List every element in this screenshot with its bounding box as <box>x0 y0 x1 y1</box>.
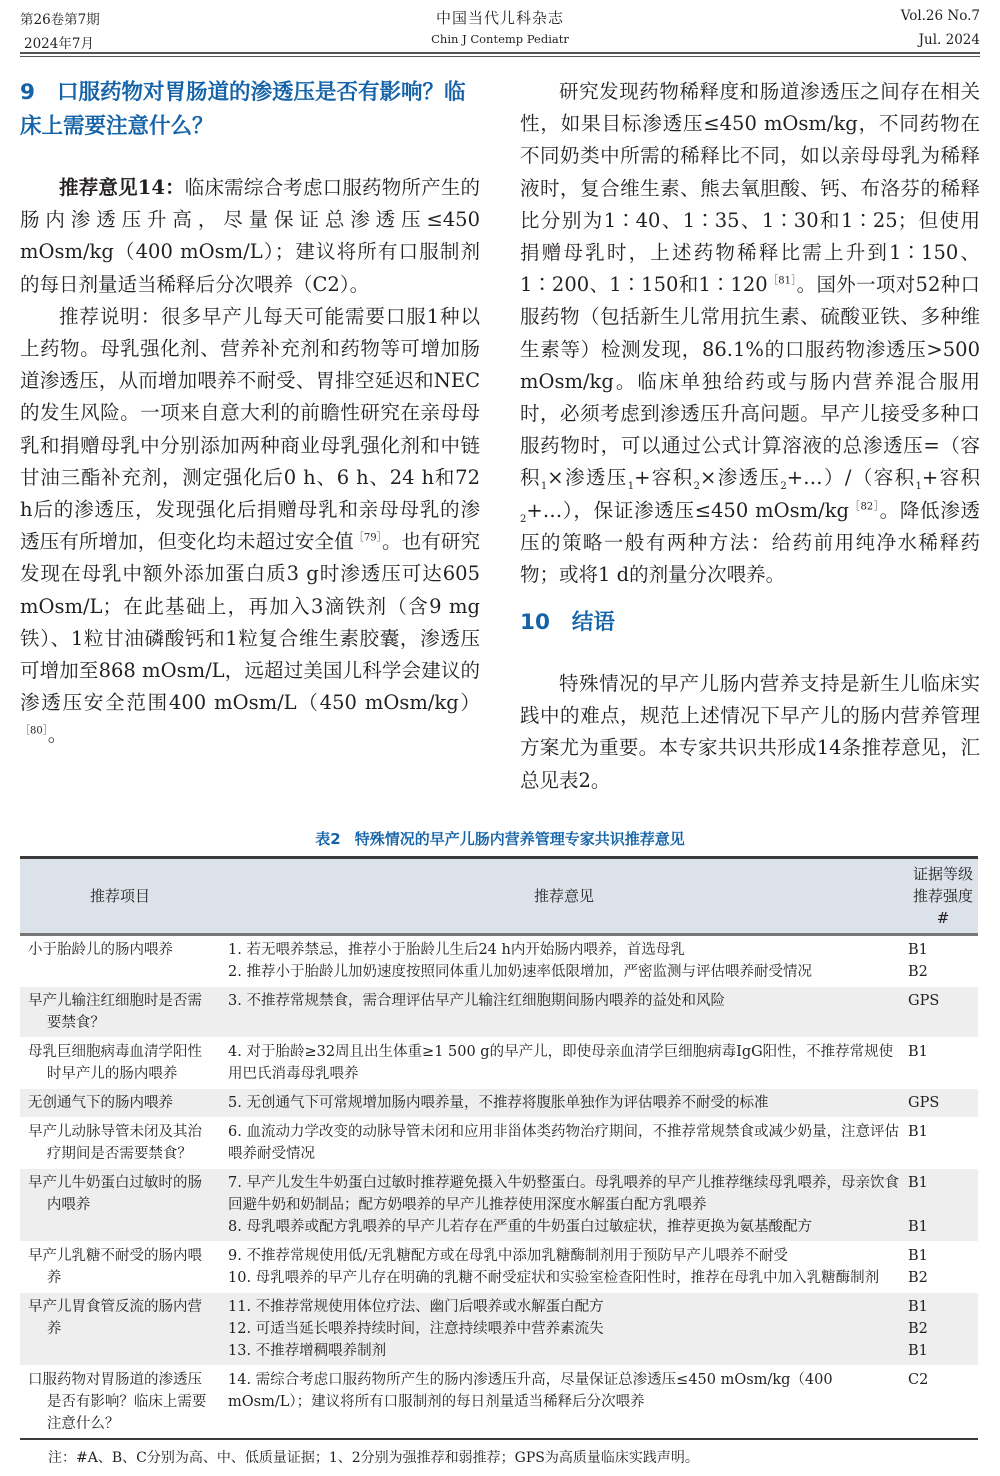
formula-text: +…）/（容积 <box>786 466 916 490</box>
grade-value: B1 <box>908 1124 928 1140</box>
table-caption <box>0 828 1000 849</box>
table-row <box>20 1366 978 1440</box>
grade-value: GPS <box>908 1095 940 1111</box>
recommendation-label: 推荐意见14： <box>59 176 185 199</box>
section-title: 口服药物对胃肠道的渗透压是否有影响？临床上需要注意什么？ <box>20 80 466 139</box>
item-text: 早产儿输注红细胞时是否需要禁食？ <box>28 993 202 1031</box>
subscript: 1 <box>915 481 922 493</box>
conclusion-paragraph: 特殊情况的早产儿肠内营养支持是新生儿临床实践中的难点，规范上述情况下早产儿的肠内营养管理方案尤为重要。本专家共识共形成14条推荐意见，汇总见表2。 <box>520 672 980 792</box>
formula-text: +容积 <box>634 466 694 490</box>
header-opinion: 推荐意见 <box>533 887 594 905</box>
opinion-text: 8. 母乳喂养或配方乳喂养的早产儿若存在严重的牛奶蛋白过敏症状，推荐更换为氨基酸配方 <box>228 1219 812 1235</box>
grade-value: B1 <box>908 1219 928 1235</box>
citation-81[interactable]: ［81］ <box>767 275 797 287</box>
recommendation-text: 临床需综合考虑口服药物所产生的肠内渗透压升高，尽量保证总渗透压≤450 mOsm/kg（400 mOsm/L）；建议将所有口服制剂的每日剂量适当稀释后分次喂养（C2）。 <box>20 176 480 296</box>
item-text: 无创通气下的肠内喂养 <box>28 1095 173 1111</box>
recommendation-opinions <box>220 1038 908 1089</box>
paragraph-text: 推荐说明：很多早产儿每天可能需要口服1种以上药物。母乳强化剂、营养补充剂和药物等可增加肠道渗透压，从而增加喂养不耐受、胃排空延迟和NEC的发生风险。一项来自意大利的前瞻性研究在亲母母乳和捐赠母乳中分别添加两种商业母乳强化剂和中链甘油三酯补充剂，测定强化后0 h、6 h、24 h和72 h后的渗透压，发现强化后捐赠母乳和亲母母乳的渗透压有所增加，但变化均未超过安全值 <box>20 304 480 554</box>
recommendation-item <box>20 1293 220 1366</box>
opinion-text: 13. 不推荐增稠喂养制剂 <box>228 1343 387 1359</box>
evidence-grade <box>908 1366 978 1440</box>
header-grade-line2: 推荐强度# <box>912 887 973 927</box>
grade-value: B2 <box>908 1270 928 1286</box>
table-row <box>20 1089 978 1118</box>
evidence-grade <box>908 1089 978 1118</box>
recommendation-opinions <box>220 1118 908 1169</box>
recommendation-opinions <box>220 1169 908 1242</box>
opinion-text: 2. 推荐小于胎龄儿加奶速度按照同体重儿加奶速率低限增加，严密监测与评估喂养耐受情况 <box>228 964 812 980</box>
opinion-text: 11. 不推荐常规使用体位疗法、幽门后喂养或水解蛋白配方 <box>228 1299 604 1315</box>
table-number: 表2 <box>315 830 341 848</box>
paragraph-text: 研究发现药物稀释度和肠道渗透压之间存在相关性，如果目标渗透压≤450 mOsm/kg，不同药物在不同奶类中所需的稀释比不同，如以亲母母乳为稀释液时，复合维生素、熊去氧胆酸、钙、布洛芬的稀释比分别为1∶40、1∶35、1∶30和1∶25；但使用捐赠母乳时，上述药物稀释比需上升到1∶150、1∶200、1∶150和1∶120 <box>520 80 980 297</box>
subscript: 1 <box>627 481 635 493</box>
evidence-grade <box>908 1293 978 1366</box>
section-title: 结语 <box>571 610 615 635</box>
recommendation-item <box>20 987 220 1038</box>
grade-value: GPS <box>908 993 940 1009</box>
header-grade-line1: 证据等级 <box>912 865 973 883</box>
citation-80[interactable]: ［80］ <box>20 725 48 737</box>
subscript: 2 <box>693 481 700 493</box>
date-cn: 2024年7月 <box>24 36 94 52</box>
opinion-text: 1. 若无喂养禁忌，推荐小于胎龄儿生后24 h内开始肠内喂养，首选母乳 <box>228 942 685 958</box>
opinion-text: 9. 不推荐常规使用低/无乳糖配方或在母乳中添加乳糖酶制剂用于预防早产儿喂养不耐受 <box>228 1248 788 1264</box>
citation-79[interactable]: ［79］ <box>353 532 382 544</box>
recommendations-table <box>20 856 978 1440</box>
section-9-heading <box>20 76 480 144</box>
paragraph-text: 。 <box>47 723 68 747</box>
table-body <box>20 935 978 1440</box>
formula-text: +容积 <box>921 466 980 490</box>
citation-82[interactable]: ［82］ <box>849 501 880 513</box>
section-number: 9 <box>20 80 35 105</box>
header-grade <box>908 858 978 935</box>
table-row <box>20 1242 978 1293</box>
evidence-grade <box>908 987 978 1038</box>
table-row <box>20 1293 978 1366</box>
table-row <box>20 987 978 1038</box>
evidence-grade <box>908 935 978 987</box>
running-header <box>20 0 980 56</box>
grade-value: B1 <box>908 1175 928 1191</box>
recommendation-item <box>20 935 220 987</box>
header-rule-thick <box>20 52 980 54</box>
paragraph-text: 。降低渗透压的策略一般有两种方法：给药前用纯净水稀释药物；或将1 d的剂量分次喂养。 <box>520 498 980 587</box>
recommendation-item <box>20 1242 220 1293</box>
table-title: 特殊情况的早产儿肠内营养管理专家共识推荐意见 <box>354 830 685 848</box>
recommendation-item <box>20 1366 220 1440</box>
table-header-row <box>20 858 978 935</box>
item-text: 母乳巨细胞病毒血清学阳性时早产儿的肠内喂养 <box>28 1044 202 1082</box>
recommendation-item <box>20 1089 220 1118</box>
evidence-grade <box>908 1038 978 1089</box>
grade-value: B1 <box>908 942 928 958</box>
journal-title-cn: 中国当代儿科杂志 <box>435 9 564 27</box>
header-rule-thin <box>20 56 980 57</box>
table-footnote: 注：#A、B、C分别为高、中、低质量证据；1、2分别为强推荐和弱推荐；GPS为高质量临床实践声明。 <box>48 1450 699 1466</box>
explanation-paragraph-1 <box>20 301 480 752</box>
grade-value: B1 <box>908 1248 928 1264</box>
formula-text: ×渗透压 <box>699 466 781 490</box>
header-item: 推荐项目 <box>89 887 150 905</box>
grade-value: B2 <box>908 1321 928 1337</box>
subscript: 1 <box>540 481 548 493</box>
grade-value: B1 <box>908 1044 928 1060</box>
grade-value: B1 <box>908 1343 928 1359</box>
recommendation-opinions <box>220 1293 908 1366</box>
item-text: 口服药物对胃肠道的渗透压是否有影响？临床上需要注意什么？ <box>28 1372 207 1432</box>
grade-value: B2 <box>908 964 928 980</box>
item-text: 早产儿胃食管反流的肠内营养 <box>28 1299 202 1337</box>
journal-title-en: Chin J Contemp Pediatr <box>431 32 569 46</box>
evidence-grade <box>908 1242 978 1293</box>
table-row <box>20 1038 978 1089</box>
recommendation-14 <box>20 172 480 301</box>
opinion-text: 3. 不推荐常规禁食，需合理评估早产儿输注红细胞期间肠内喂养的益处和风险 <box>228 993 725 1009</box>
table-row <box>20 1169 978 1242</box>
recommendation-item <box>20 1038 220 1089</box>
recommendation-item <box>20 1169 220 1242</box>
item-text: 早产儿牛奶蛋白过敏时的肠内喂养 <box>28 1175 202 1213</box>
grade-value: B1 <box>908 1299 928 1315</box>
section-number: 10 <box>520 610 550 635</box>
section-9-body <box>20 76 980 776</box>
recommendation-opinions <box>220 935 908 987</box>
recommendation-opinions <box>220 1242 908 1293</box>
explanation-paragraph-2 <box>520 76 980 591</box>
recommendation-opinions <box>220 987 908 1038</box>
opinion-text: 7. 早产儿发生牛奶蛋白过敏时推荐避免摄入牛奶整蛋白。母乳喂养的早产儿推荐继续母乳喂养，母亲饮食回避牛奶和奶制品；配方奶喂养的早产儿推荐使用深度水解蛋白配方乳喂养 <box>228 1175 899 1213</box>
recommendation-opinions <box>220 1089 908 1118</box>
item-text: 早产儿乳糖不耐受的肠内喂养 <box>28 1248 202 1286</box>
item-text: 小于胎龄儿的肠内喂养 <box>28 942 173 958</box>
date-en: Jul. 2024 <box>918 32 980 48</box>
paragraph-text: 。也有研究发现在母乳中额外添加蛋白质3 g时渗透压可达605 mOsm/L；在此基础上，再加入3滴铁剂（含9 mg铁）、1粒甘油磷酸钙和1粒复合维生素胶囊，渗透压可增加至868 mOsm/L，远超过美国儿科学会建议的渗透压安全范围400 mOsm/L（450 mOsm/kg） <box>20 530 480 715</box>
grade-value: C2 <box>908 1372 929 1388</box>
evidence-grade <box>908 1118 978 1169</box>
volume-issue-cn: 第26卷第7期 <box>20 12 100 28</box>
opinion-text: 5. 无创通气下可常规增加肠内喂养量，不推荐将腹胀单独作为评估喂养不耐受的标准 <box>228 1095 769 1111</box>
subscript: 2 <box>780 481 787 493</box>
recommendation-item <box>20 1118 220 1169</box>
formula-text: ×渗透压 <box>547 466 628 490</box>
opinion-text: 12. 可适当延长喂养持续时间，注意持续喂养中营养素流失 <box>228 1321 604 1337</box>
item-text: 早产儿动脉导管未闭及其治疗期间是否需要禁食？ <box>28 1124 202 1162</box>
opinion-text: 4. 对于胎龄≥32周且出生体重≥1 500 g的早产儿，即使母亲血清学巨细胞病毒IgG阳性，不推荐常规使用巴氏消毒母乳喂养 <box>228 1044 894 1082</box>
recommendation-opinions <box>220 1366 908 1440</box>
table-row <box>20 935 978 987</box>
opinion-text: 6. 血流动力学改变的动脉导管未闭和应用非甾体类药物治疗期间，不推荐常规禁食或减少奶量，注意评估喂养耐受情况 <box>228 1124 899 1162</box>
evidence-grade <box>908 1169 978 1242</box>
table-row <box>20 1118 978 1169</box>
volume-issue-en: Vol.26 No.7 <box>900 8 980 24</box>
opinion-text: 10. 母乳喂养的早产儿存在明确的乳糖不耐受症状和实验室检查阳性时，推荐在母乳中加入乳糖酶制剂 <box>228 1270 880 1286</box>
formula-text: +…），保证渗透压≤450 mOsm/kg <box>526 498 850 522</box>
paragraph-text: 。国外一项对52种口服药物（包括新生儿常用抗生素、硫酸亚铁、多种维生素等）检测发现，86.1%的口服药物渗透压>500 mOsm/kg。临床单独给药或与肠内营养混合服用时，必须考虑到渗透压升高问题。早产儿接受多种口服药物时，可以通过公式计算溶液的总渗透压=（容积 <box>520 273 980 490</box>
opinion-text: 14. 需综合考虑口服药物所产生的肠内渗透压升高，尽量保证总渗透压≤450 mOsm/kg（400 mOsm/L）；建议将所有口服制剂的每日剂量适当稀释后分次喂养 <box>228 1372 833 1410</box>
subscript: 2 <box>520 513 527 525</box>
